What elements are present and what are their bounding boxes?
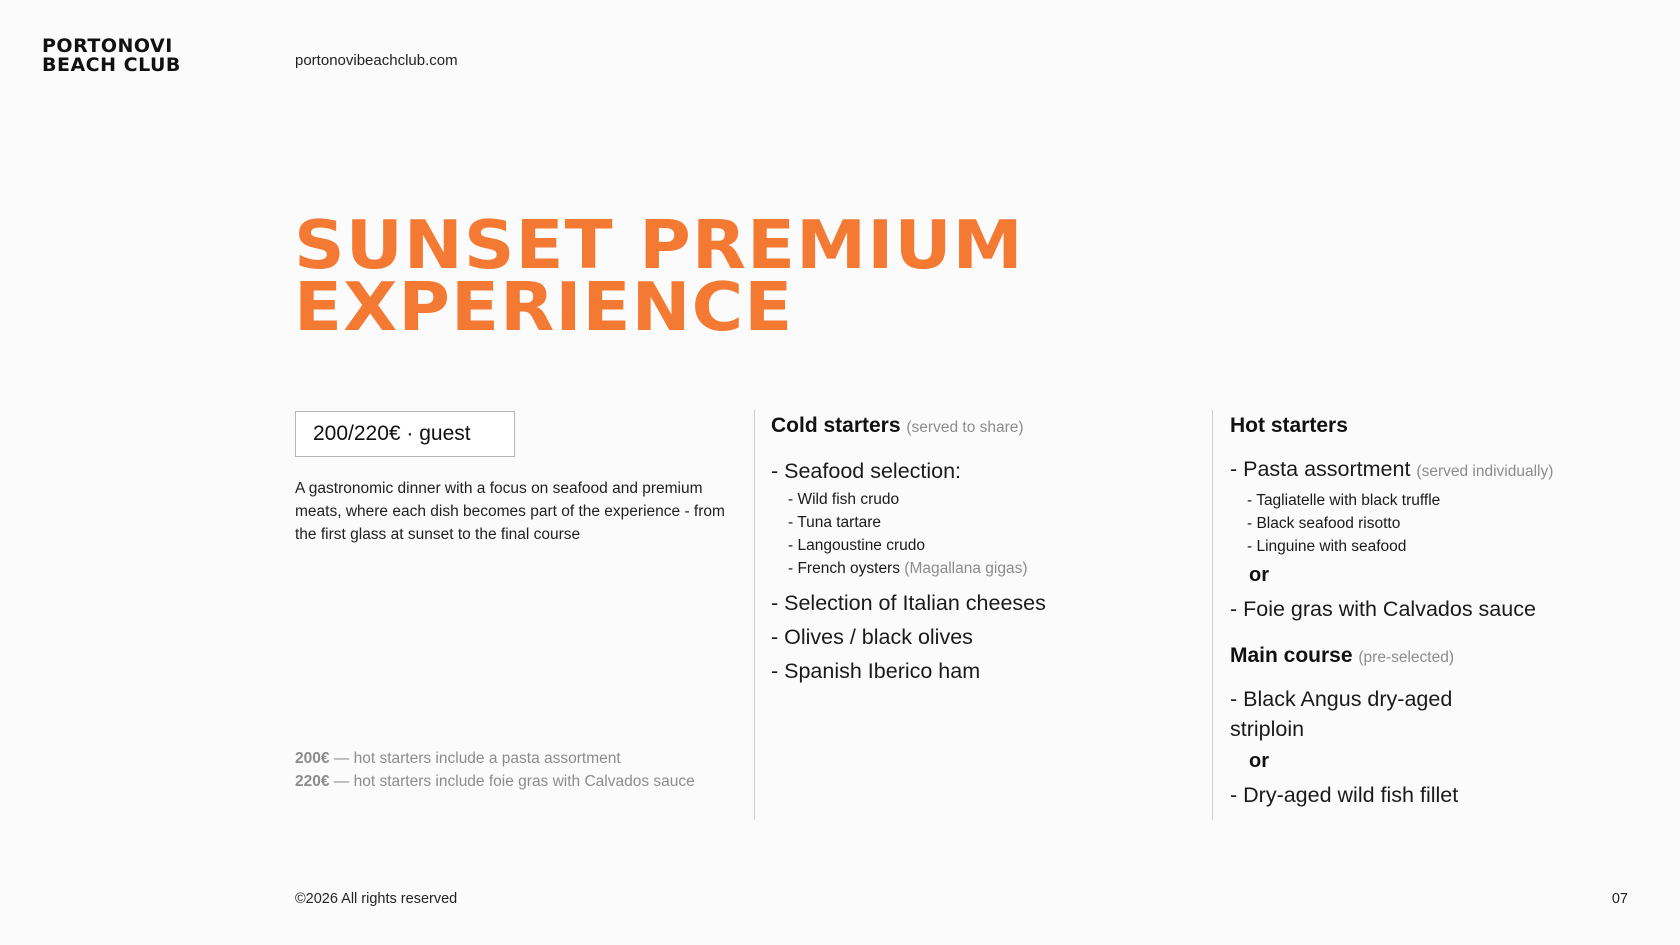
menu-item: - Spanish Iberico ham	[771, 659, 981, 683]
main-course-title: Main course	[1230, 644, 1353, 667]
page-title	[294, 206, 1024, 346]
website-link[interactable]: portonovibeachclub.com	[295, 52, 458, 69]
cold-starters-heading	[771, 412, 1171, 442]
oysters-note: (Magallana gigas)	[904, 560, 1028, 577]
or-separator: or	[1249, 564, 1269, 586]
main-course-note: (pre-selected)	[1358, 649, 1455, 666]
cold-starters-note: (served to share)	[906, 419, 1024, 436]
logo-line-2: BEACH CLUB	[42, 54, 181, 76]
list-item: - Tagliatelle with black truffle	[1247, 492, 1441, 509]
title-line-1: SUNSET PREMIUM	[294, 206, 1024, 284]
price-note-220-amount: 220€	[295, 773, 330, 790]
column-divider-1	[754, 410, 755, 820]
experience-description: A gastronomic dinner with a focus on seafood and premium meats, where each dish becomes part of the experience - from the first glass at sunset to the final course	[295, 480, 725, 543]
pasta-assortment-label	[1230, 452, 1650, 489]
foie-gras-item: - Foie gras with Calvados sauce	[1230, 597, 1536, 621]
hot-starters-section	[1230, 412, 1650, 812]
brand-logo	[42, 37, 181, 75]
list-item	[771, 557, 1171, 580]
main-course-option-2: - Dry-aged wild fish fillet	[1230, 783, 1459, 807]
price-note-200-text: — hot starters include a pasta assortment	[329, 750, 621, 767]
main-course-option-1: - Black Angus dry-aged striploin	[1230, 687, 1453, 741]
copyright: ©2026 All rights reserved	[295, 891, 458, 907]
pasta-assortment-title: - Pasta assortment	[1230, 457, 1411, 481]
list-item: - Black seafood risotto	[1247, 515, 1401, 532]
page-number: 07	[1611, 891, 1628, 907]
price-note-200-amount: 200€	[295, 750, 330, 767]
cold-starters-section	[771, 412, 1171, 688]
menu-item: - Selection of Italian cheeses	[771, 591, 1046, 615]
menu-item: - Olives / black olives	[771, 625, 973, 649]
or-separator: or	[1249, 750, 1269, 772]
list-item: - Tuna tartare	[788, 514, 882, 531]
column-divider-2	[1212, 410, 1213, 820]
oysters-label: - French oysters	[788, 560, 900, 577]
title-line-2: EXPERIENCE	[294, 268, 794, 346]
pasta-assortment-note: (served individually)	[1416, 463, 1554, 480]
main-course-heading	[1230, 642, 1650, 672]
seafood-selection-label: - Seafood selection:	[771, 459, 962, 483]
price-note-200	[295, 747, 695, 770]
list-item: - Langoustine crudo	[788, 537, 926, 554]
cold-starters-title: Cold starters	[771, 414, 901, 437]
price-note-220	[295, 770, 695, 793]
list-item: - Linguine with seafood	[1247, 538, 1407, 555]
price-note-220-text: — hot starters include foie gras with Calvados sauce	[329, 773, 695, 790]
hot-starters-heading: Hot starters	[1230, 414, 1348, 437]
price-badge: 200/220€ · guest	[295, 411, 515, 457]
list-item: - Wild fish crudo	[788, 491, 900, 508]
price-notes	[295, 747, 695, 793]
logo-line-1: PORTONOVI	[42, 35, 173, 57]
